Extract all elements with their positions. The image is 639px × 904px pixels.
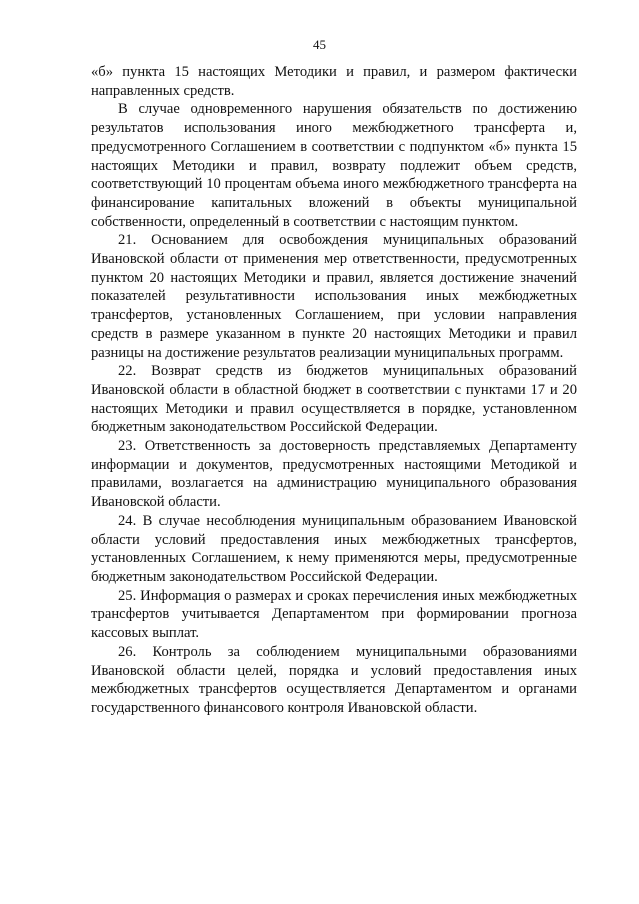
paragraph-24: 24. В случае несоблюдения муниципальным образованием Ивановской области условий предоставления иных межбюджетных трансфертов, установленных Соглашением, к нему применяются меры, предусмотренные бюджетным законодательством Российской Федерации. <box>91 512 577 585</box>
paragraph-22: 22. Возврат средств из бюджетов муниципальных образований Ивановской области в областной бюджет в соответствии с пунктами 17 и 20 настоящих Методики и правил осуществляется в порядке, установленном бюджетным законодательством Российской Федерации. <box>91 363 577 436</box>
paragraph-23: 23. Ответственность за достоверность представляемых Департаменту информации и документов, предусмотренных настоящими Методикой и правилами, возлагается на администрацию муниципального образования Ивановской области. <box>91 438 577 511</box>
paragraph-continuation: «б» пункта 15 настоящих Методики и правил, и размером фактически направленных средств. <box>91 64 577 99</box>
document-body <box>91 63 577 718</box>
paragraph-25: 25. Информация о размерах и сроках перечисления иных межбюджетных трансфертов учитывается Департаментом при формировании прогноза кассовых выплат. <box>91 587 577 642</box>
paragraph-21: 21. Основанием для освобождения муниципальных образований Ивановской области от применения мер ответственности, предусмотренных пунктом 20 настоящих Методики и правил, является достижение значений показателей результативности использования иных межбюджетных трансфертов, установленных Соглашением, при условии направления средств в размере указанном в пункте 20 настоящих Методики и правил разницы на достижение результатов реализации муниципальных программ. <box>91 232 577 361</box>
paragraph-26: 26. Контроль за соблюдением муниципальными образованиями Ивановской области целей, порядка и условий предоставления иных межбюджетных трансфертов осуществляется Департаментом и органами государственного финансового контроля Ивановской области. <box>91 643 577 716</box>
page-number: 45 <box>313 37 326 52</box>
paragraph-simultaneous-violation: В случае одновременного нарушения обязательств по достижению результатов использования иного межбюджетного трансферта и, предусмотренного Соглашением в соответствии с подпунктом «б» пункта 15 настоящих Методики и правил, возврату подлежит объем средств, соответствующий 10 процентам объема иного межбюджетного трансферта на финансирование капитальных вложений в объекты муниципальной собственности, определенный в соответствии с настоящим пунктом. <box>91 101 577 230</box>
